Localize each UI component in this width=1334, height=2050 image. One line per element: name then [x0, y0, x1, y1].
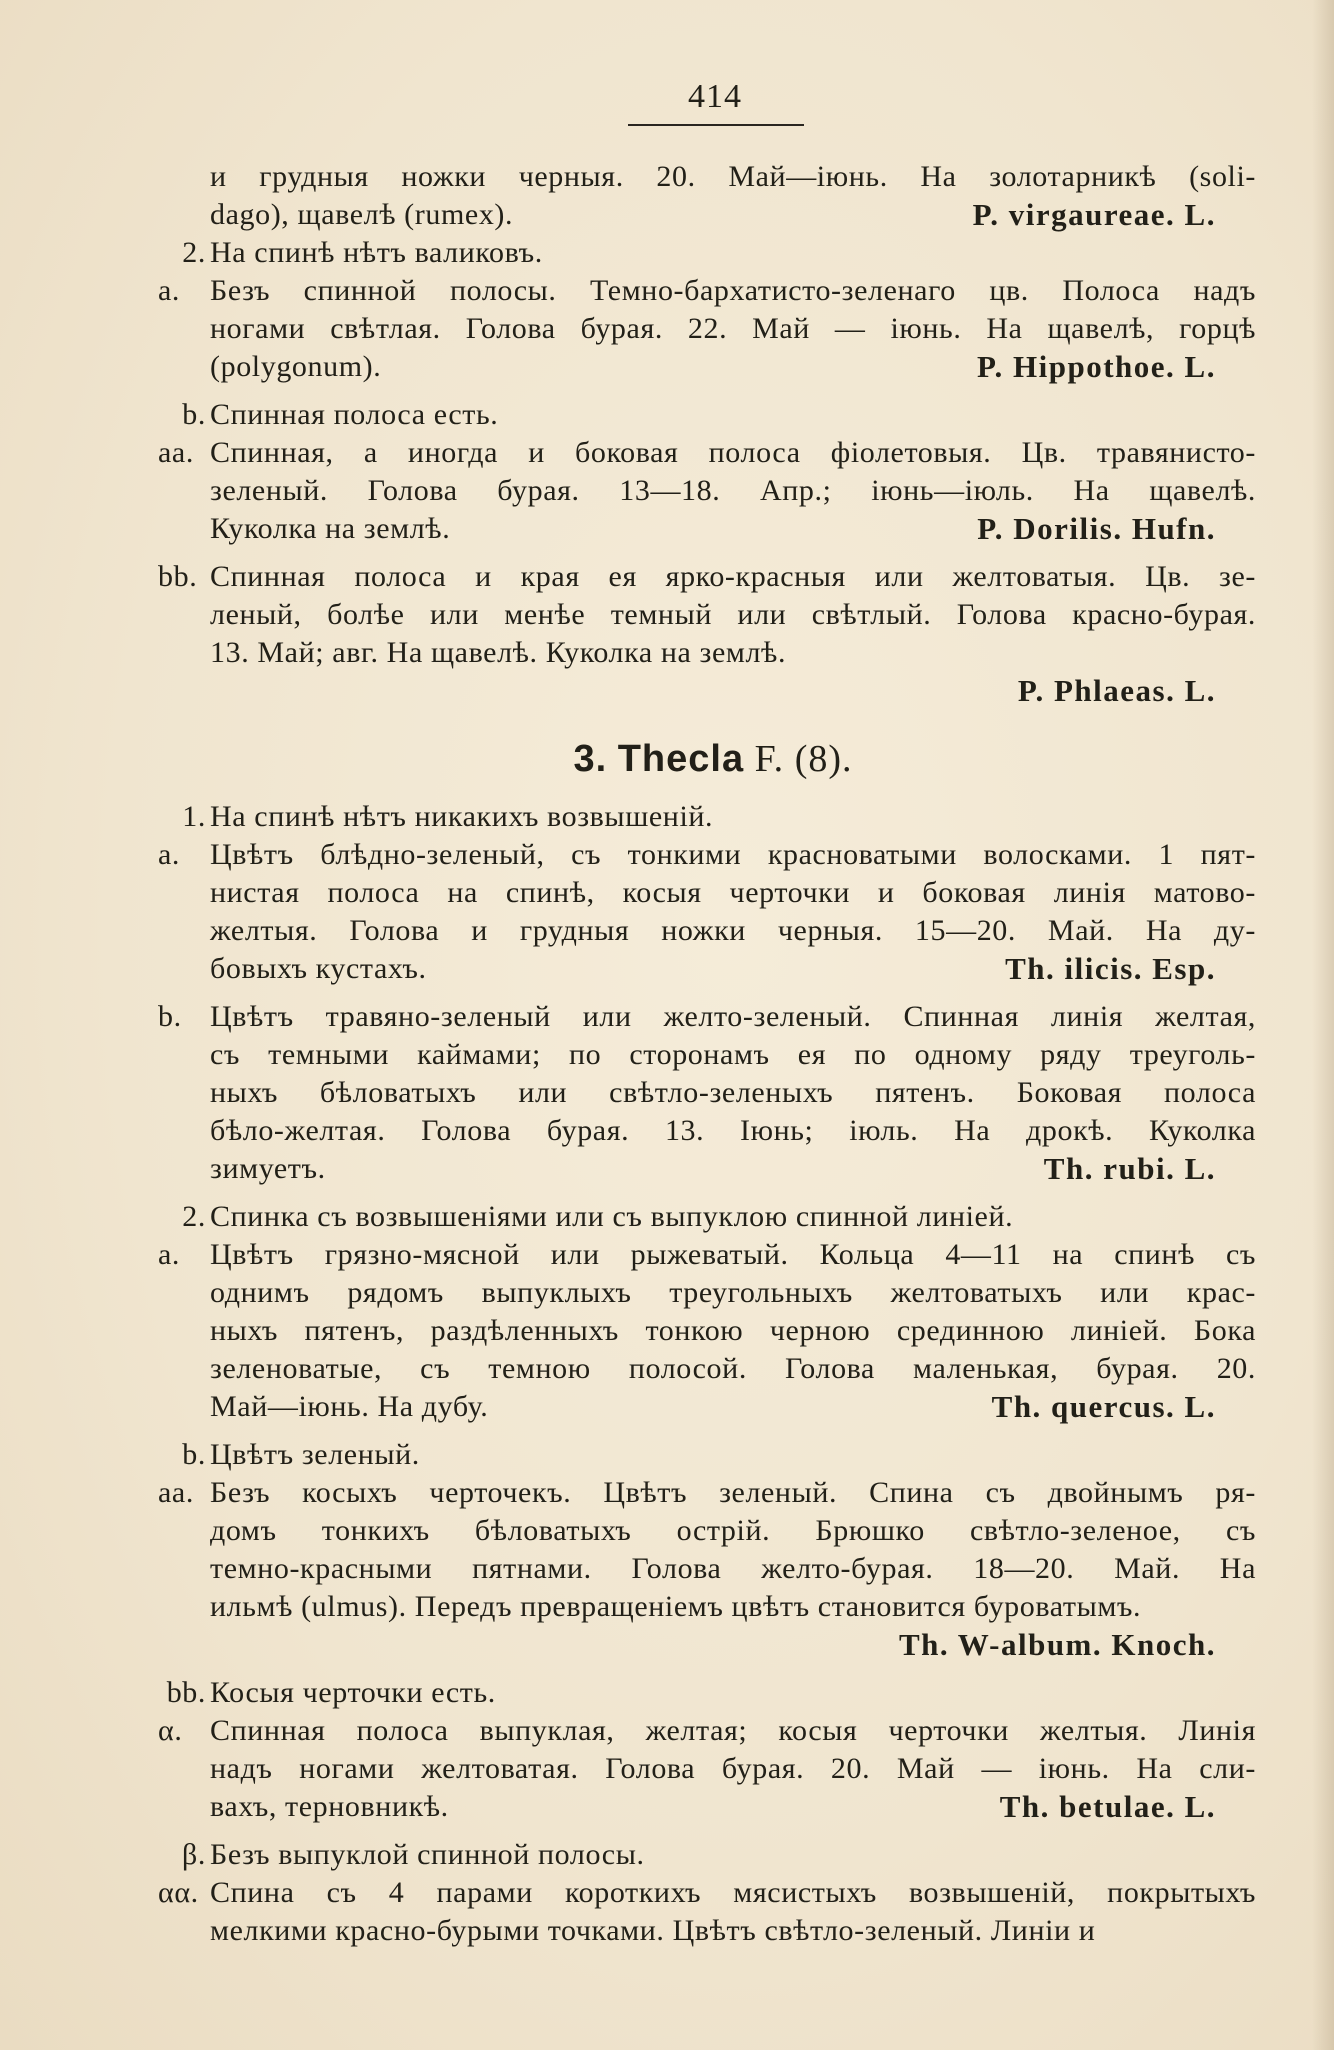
key-entry: [158, 1712, 1256, 1826]
entry-label: bb.: [166, 1676, 206, 1709]
key-entry: [158, 1236, 1256, 1426]
text-line: [210, 310, 1256, 348]
line-text: и грудныя ножки черныя. 20. Май—іюнь. На золотарникѣ (soli-: [210, 160, 1256, 193]
text-line: [210, 1274, 1256, 1312]
line-text: Безъ выпуклой спинной полосы.: [210, 1838, 645, 1871]
line-text: dago), щавелѣ (rumex).: [210, 198, 514, 231]
line-text: вахъ, терновникѣ.: [210, 1790, 449, 1823]
entry-label: a.: [158, 838, 181, 871]
species-name: Th. quercus. L.: [991, 1389, 1216, 1424]
key-entry: [158, 1874, 1256, 1950]
text-line: [210, 1550, 1256, 1588]
text-line: [158, 1474, 1256, 1512]
species-name: P. Dorilis. Hufn.: [977, 511, 1216, 546]
entry-label: 1.: [182, 800, 206, 833]
key-entry: [158, 272, 1256, 386]
entry-gap: [210, 1826, 1256, 1836]
key-entry: [182, 396, 1256, 434]
text-line: [182, 1198, 1256, 1236]
line-text: Куколка на землѣ.: [210, 512, 451, 545]
genus-heading-author: F.: [754, 738, 785, 780]
text-line: [210, 1512, 1256, 1550]
entry-gap: [210, 548, 1256, 558]
genus-heading: [170, 720, 1256, 798]
text-line: [158, 1712, 1256, 1750]
line-text: Спинная, а иногда и боковая полоса фіолетовыя. Цв. травянисто-: [210, 436, 1256, 469]
entry-label: 2.: [182, 1200, 206, 1233]
page-body: [158, 158, 1256, 1950]
line-text: надъ ногами желтоватая. Голова бурая. 20. Май — іюнь. На сли-: [210, 1752, 1256, 1785]
entry-label: αα.: [158, 1876, 199, 1909]
entry-gap: [210, 386, 1256, 396]
key-entry: [158, 998, 1256, 1188]
entry-label: b.: [158, 1000, 182, 1033]
entry-label: α.: [158, 1714, 183, 1747]
text-line: [158, 558, 1256, 596]
line-text: однимъ рядомъ выпуклыхъ треугольныхъ желтоватыхъ или крас-: [210, 1276, 1256, 1309]
text-line: [182, 798, 1256, 836]
line-text: 13. Май; авг. На щавелѣ. Куколка на землѣ.: [210, 636, 787, 669]
line-text: нистая полоса на спинѣ, косыя черточки и боковая линія матово-: [210, 876, 1256, 909]
key-entry: [182, 1436, 1256, 1474]
line-text: Спина съ 4 парами короткихъ мясистыхъ возвышеній, покрытыхъ: [210, 1876, 1256, 1909]
text-line: [210, 1388, 1256, 1426]
text-line: [158, 1236, 1256, 1274]
line-text: съ темными каймами; по сторонамъ ея по одному ряду треуголь-: [210, 1038, 1256, 1071]
line-text: зимуетъ.: [210, 1152, 326, 1185]
text-line: [182, 1836, 1256, 1874]
text-line: [210, 596, 1256, 634]
line-text: На спинѣ нѣтъ никакихъ возвышеній.: [210, 800, 714, 833]
genus-heading-number: 3.: [573, 738, 608, 780]
line-text: Цвѣтъ грязно-мясной или рыжеватый. Кольца 4—11 на спинѣ съ: [210, 1238, 1256, 1271]
key-entry: [182, 798, 1256, 836]
line-text: Спинная полоса и края ея ярко-красныя или желтоватыя. Цв. зе-: [210, 560, 1256, 593]
text-line: [158, 998, 1256, 1036]
species-line: [210, 672, 1256, 710]
text-line: [158, 272, 1256, 310]
line-text: (polygonum).: [210, 350, 382, 383]
text-line: [210, 1588, 1256, 1626]
text-line: [158, 836, 1256, 874]
line-text: леный, болѣе или менѣе темный или свѣтлый. Голова красно-бурая.: [210, 598, 1256, 631]
text-line: [182, 396, 1256, 434]
species-name: P. Hippothoe. L.: [976, 349, 1216, 384]
entry-label: b.: [182, 1438, 206, 1471]
key-entry: [210, 158, 1256, 234]
line-text: Цвѣтъ зеленый.: [210, 1438, 420, 1471]
text-line: [210, 950, 1256, 988]
text-line: [182, 1436, 1256, 1474]
text-line: [210, 1312, 1256, 1350]
entry-label: b.: [182, 398, 206, 431]
text-line: [210, 1074, 1256, 1112]
line-text: Косыя черточки есть.: [210, 1676, 496, 1709]
line-text: Цвѣтъ блѣдно-зеленый, съ тонкими красноватыми волосками. 1 пят-: [210, 838, 1256, 871]
page-number: 414: [688, 78, 742, 115]
line-text: бѣло-желтая. Голова бурая. 13. Іюнь; іюль. На дрокѣ. Куколка: [210, 1114, 1256, 1147]
page-edge-shadow: [1312, 0, 1334, 2050]
line-text: Спинка съ возвышеніями или съ выпуклою спинной линіей.: [210, 1200, 1014, 1233]
species-line: [210, 1626, 1256, 1664]
line-text: ногами свѣтлая. Голова бурая. 22. Май — іюнь. На щавелѣ, горцѣ: [210, 312, 1256, 345]
text-line: [210, 1750, 1256, 1788]
line-text: домъ тонкихъ бѣловатыхъ острій. Брюшко свѣтло-зеленое, съ: [210, 1514, 1256, 1547]
line-text: Спинная полоса есть.: [210, 398, 499, 431]
text-line: [210, 348, 1256, 386]
line-text: Цвѣтъ травяно-зеленый или желто-зеленый. Спинная линія желтая,: [210, 1000, 1256, 1033]
key-block-polyommatus: [158, 158, 1256, 720]
line-text: Безъ косыхъ черточекъ. Цвѣтъ зеленый. Спина съ двойнымъ ря-: [210, 1476, 1256, 1509]
page-number-rule: [628, 124, 804, 126]
entry-label: aa.: [158, 1476, 194, 1509]
text-line: [182, 234, 1256, 272]
entry-gap: [210, 988, 1256, 998]
key-entry: [182, 1198, 1256, 1236]
line-text: Спинная полоса выпуклая, желтая; косыя черточки желтыя. Линія: [210, 1714, 1256, 1747]
entry-gap: [210, 1664, 1256, 1674]
line-text: темно-красными пятнами. Голова желто-бурая. 18—20. Май. На: [210, 1552, 1256, 1585]
species-name: Th. ilicis. Esp.: [1005, 951, 1216, 986]
line-text: мелкими красно-бурыми точками. Цвѣтъ свѣтло-зеленый. Линіи и: [210, 1914, 1096, 1947]
line-text: ныхъ бѣловатыхъ или свѣтло-зеленыхъ пятенъ. Боковая полоса: [210, 1076, 1256, 1109]
entry-label: aa.: [158, 436, 194, 469]
text-line: [210, 912, 1256, 950]
entry-label: bb.: [158, 560, 198, 593]
line-text: зеленый. Голова бурая. 13—18. Апр.; іюнь—іюль. На щавелѣ.: [210, 474, 1256, 507]
key-entry: [158, 558, 1256, 710]
key-block-thecla: [158, 798, 1256, 1950]
line-text: бовыхъ кустахъ.: [210, 952, 427, 985]
text-line: [210, 874, 1256, 912]
key-entry: [158, 836, 1256, 988]
text-line: [210, 472, 1256, 510]
species-name: Th. betulae. L.: [999, 1789, 1216, 1824]
key-entry: [158, 1474, 1256, 1664]
text-line: [210, 196, 1256, 234]
text-line: [210, 1912, 1256, 1950]
key-entry: [182, 234, 1256, 272]
entry-gap: [210, 1188, 1256, 1198]
entry-gap: [210, 1426, 1256, 1436]
text-line: [210, 1112, 1256, 1150]
line-text: желтыя. Голова и грудныя ножки черныя. 15—20. Май. На ду-: [210, 914, 1256, 947]
text-line: [210, 158, 1256, 196]
entry-gap: [210, 710, 1256, 720]
entry-label: a.: [158, 1238, 181, 1271]
line-text: ильмѣ (ulmus). Передъ превращеніемъ цвѣтъ становится буроватымъ.: [210, 1590, 1142, 1623]
species-name: P. virgaureae. L.: [972, 197, 1216, 232]
text-line: [210, 1036, 1256, 1074]
species-name: P. Phlaeas. L.: [1017, 673, 1216, 708]
line-text: Безъ спинной полосы. Темно-бархатисто-зеленаго цв. Полоса надъ: [210, 274, 1256, 307]
line-text: На спинѣ нѣтъ валиковъ.: [210, 236, 543, 269]
text-line: [210, 1150, 1256, 1188]
genus-heading-count: (8).: [794, 738, 853, 780]
text-line: [210, 510, 1256, 548]
text-line: [158, 434, 1256, 472]
key-entry: [158, 434, 1256, 548]
line-text: Май—іюнь. На дубу.: [210, 1390, 489, 1423]
text-line: [210, 634, 1256, 672]
genus-heading-name: Thecla: [617, 738, 745, 780]
key-entry: [166, 1674, 1256, 1712]
text-line: [210, 1350, 1256, 1388]
line-text: ныхъ пятенъ, раздѣленныхъ тонкою черною срединною линіей. Бока: [210, 1314, 1256, 1347]
text-line: [210, 1788, 1256, 1826]
key-entry: [182, 1836, 1256, 1874]
entry-label: β.: [182, 1838, 206, 1871]
line-text: зеленоватые, съ темною полосой. Голова маленькая, бурая. 20.: [210, 1352, 1256, 1385]
species-name: Th. rubi. L.: [1043, 1151, 1216, 1186]
text-line: [158, 1874, 1256, 1912]
entry-label: a.: [158, 274, 181, 307]
species-name: Th. W-album. Knoch.: [898, 1627, 1216, 1662]
text-line: [166, 1674, 1256, 1712]
entry-label: 2.: [182, 236, 206, 269]
